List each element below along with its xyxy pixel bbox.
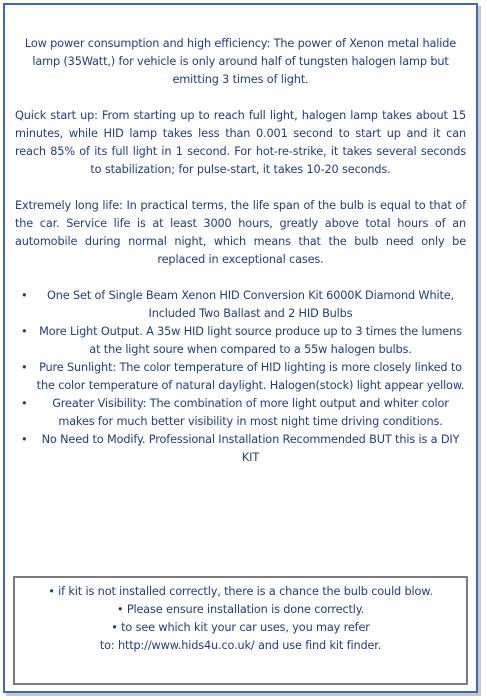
description-frame — [3, 3, 478, 693]
kit-finder-url: to: http://www.hids4u.co.uk/ and use find kit finder. — [99, 639, 382, 652]
bullet-icon: • — [21, 325, 28, 338]
installation-note-box — [13, 576, 468, 685]
list-item — [15, 323, 466, 359]
bullet-icon: • — [21, 361, 28, 374]
feature-text: No Need to Modify. Professional Installation Recommended BUT this is a DIY KIT — [41, 433, 460, 464]
power-efficiency-paragraph: Low power consumption and high efficiency: The power of Xenon metal halide lamp (35Watt,) for vehicle is only around half of tungsten halogen lamp but emitting 3 times of light. — [24, 37, 457, 86]
installation-reminder: • Please ensure installation is done correctly. — [116, 603, 365, 616]
long-life-paragraph: Extremely long life: In practical terms, the life span of the bulb is equal to that of the car. Service life is at least 3000 hours, greatly above total hours of an automobile during normal night, which means that the bulb need only be replaced in exceptional cases. — [15, 199, 466, 266]
list-item — [15, 359, 466, 395]
kit-finder-hint: • to see which kit your car uses, you may refer — [111, 621, 370, 634]
feature-text: One Set of Single Beam Xenon HID Conversion Kit 6000K Diamond White, Included Two Ballast and 2 HID Bulbs — [47, 289, 454, 320]
description-content — [15, 35, 466, 467]
bullet-icon: • — [21, 289, 28, 302]
bullet-icon: • — [21, 433, 28, 446]
feature-text: Pure Sunlight: The color temperature of HID lighting is more closely linked to the color temperature of natural daylight. Halogen(stock) light appear yellow. — [36, 361, 465, 392]
list-item — [15, 395, 466, 431]
installation-warning: • if kit is not installed correctly, there is a chance the bulb could blow. — [48, 585, 433, 598]
quick-start-paragraph: Quick start up: From starting up to reach full light, halogen lamp takes about 15 minutes, while HID lamp takes less than 0.001 second to start up and it can reach 85% of its full light in 1 second. For hot-re-strike, it takes several seconds to stabilization; for pulse-start, it takes 10-20 seconds. — [15, 109, 466, 176]
feature-text: Greater Visibility: The combination of more light output and whiter color makes for much better visibility in most night time driving conditions. — [52, 397, 449, 428]
feature-text: More Light Output. A 35w HID light source produce up to 3 times the lumens at the light soure when compared to a 55w halogen bulbs. — [39, 325, 462, 356]
bullet-icon: • — [21, 397, 28, 410]
list-item — [15, 287, 466, 323]
feature-list — [15, 287, 466, 467]
list-item — [15, 431, 466, 467]
